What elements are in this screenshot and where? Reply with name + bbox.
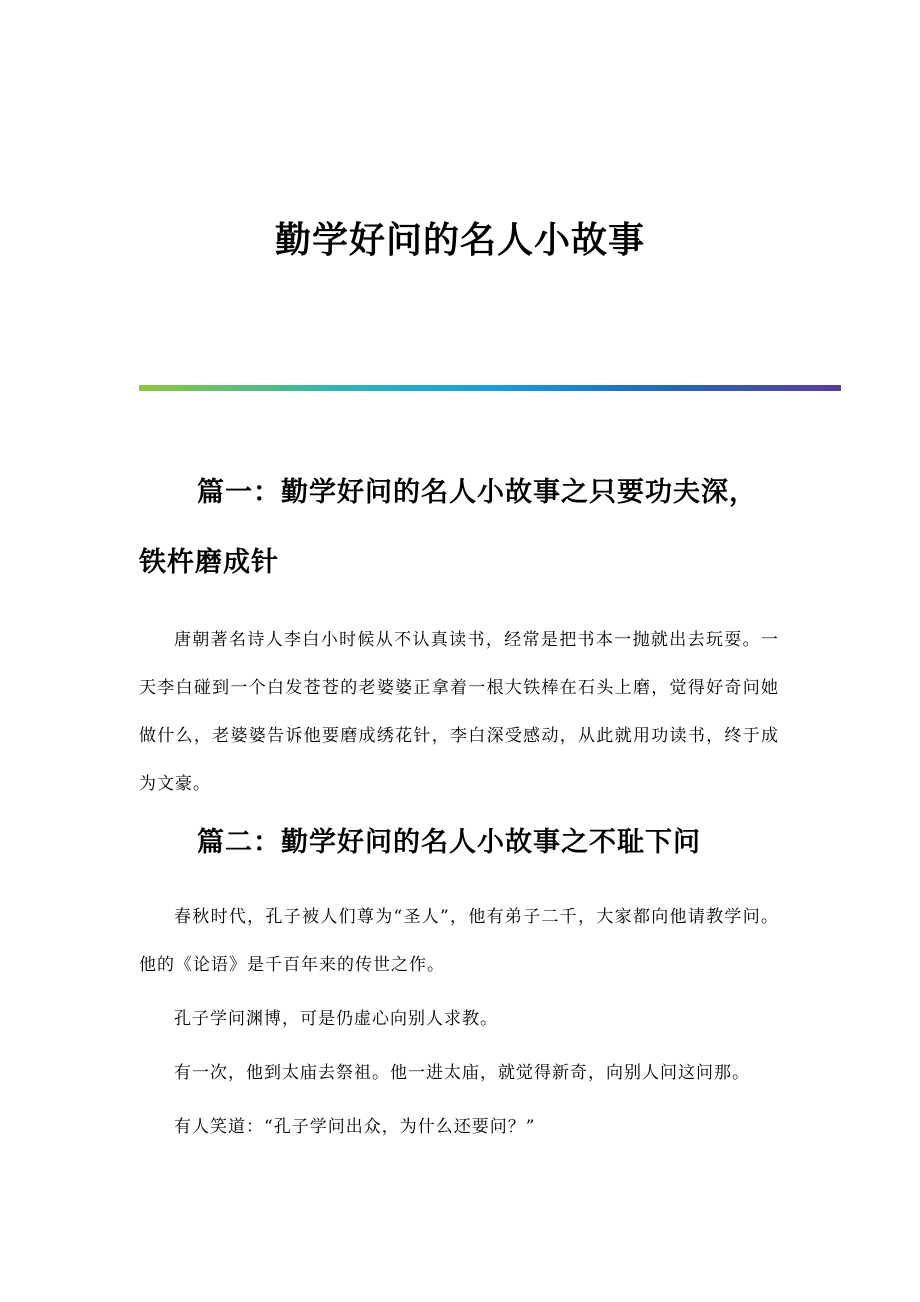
section-2-paragraph-4: 有人笑道：“孔子学问出众，为什么还要问？” <box>174 1117 536 1137</box>
section-heading-2: 篇二：勤学好问的名人小故事之不耻下问 <box>197 827 701 858</box>
section-2-paragraph-2: 孔子学问渊博，可是仍虚心向别人求教。 <box>174 1009 498 1029</box>
document-title: 勤学好问的名人小故事 <box>274 219 645 261</box>
title-divider <box>139 385 841 391</box>
section-1-paragraph-1: 唐朝著名诗人李白小时候从不认真读书，经常是把书本一抛就出去玩耍。一天李白碰到一个白发苍苍的老婆婆正拿着一根大铁棒在石头上磨，觉得好奇问她做什么，老婆婆告诉他要磨成绣花针，李白深受感动，从此就用功读书，终于成为文豪。 <box>139 630 779 794</box>
section-heading-1: 篇一：勤学好问的名人小故事之只要功夫深，铁杵磨成针 <box>139 477 757 578</box>
section-2-paragraph-1: 春秋时代，孔子被人们尊为“圣人”，他有弟子二千，大家都向他请教学问。他的《论语》是千百年来的传世之作。 <box>139 907 779 975</box>
section-2-paragraph-3: 有一次，他到太庙去祭祖。他一进太庙，就觉得新奇，向别人问这问那。 <box>174 1063 750 1083</box>
